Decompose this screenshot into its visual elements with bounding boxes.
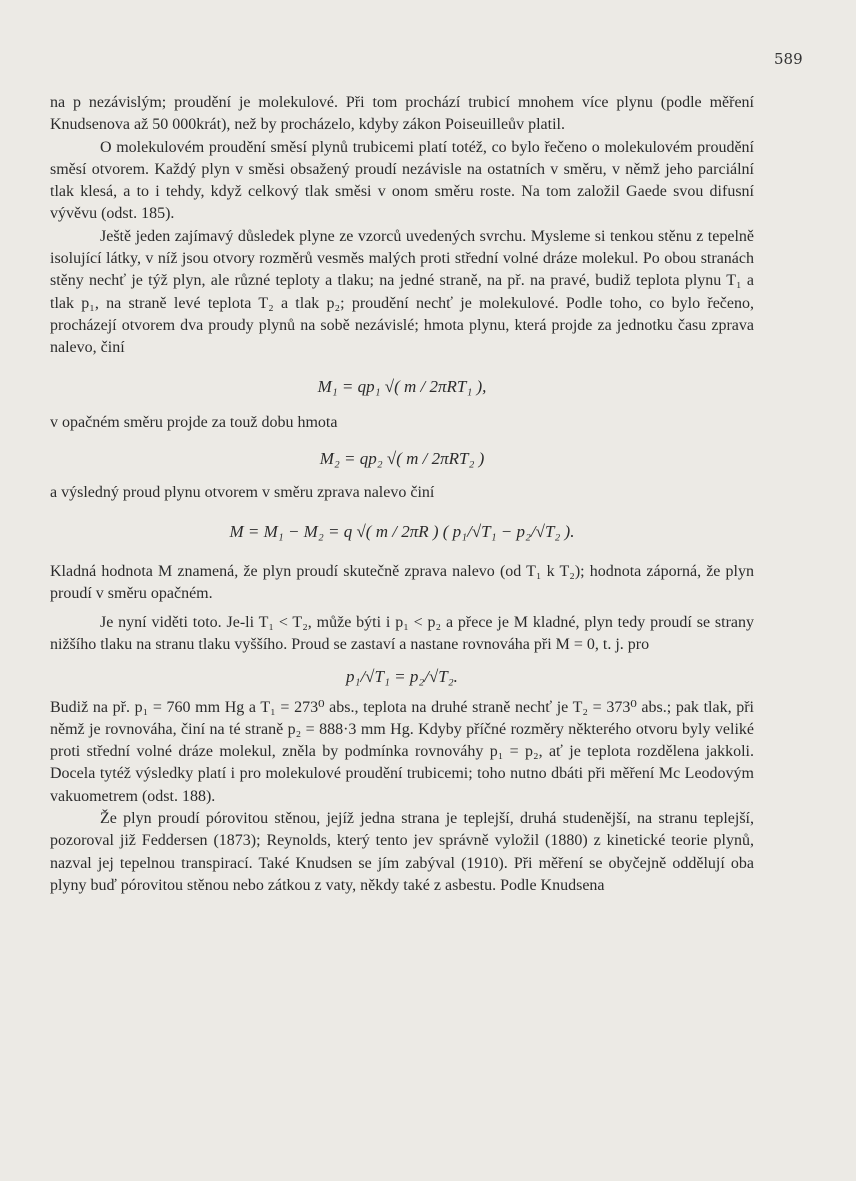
body-text	[50, 92, 754, 897]
paragraph-9: Že plyn proudí pórovitou stěnou, jejíž jedna strana je teplejší, druhá studenější, na stranu teplejší, pozoroval již Feddersen (1873); Reynolds, který tento jev správně vyložil (1880) z kinetické teorie plynů, nazval jej tepelnou transpirací. Také Knudsen se jím zabýval (1910). Při měření se obyčejně oddělují oba plyny buď pórovitou stěnou nebo zátkou z vaty, někdy také z asbestu. Podle Knudsena	[50, 810, 754, 894]
paragraph-2: O molekulovém proudění směsí plynů trubicemi platí totéž, co bylo řečeno o molekulovém proudění směsí otvorem. Každý plyn v směsi obsažený proudí nezávisle na ostatních v směru, v němž jeho parciální tlak klesá, a to i tehdy, když celkový tlak směsi v onom směru roste. Na tom založil Gaede svou difusní vývěvu (odst. 185).	[50, 138, 754, 223]
equation-m-total: M = M₁ − M₂ = q √( m / 2πR ) ( p₁/√T₁ − p₂/√T₂ ).	[229, 521, 575, 541]
equation-m1: M₁ = qp₁ √( m / 2πRT₁ ),	[317, 376, 487, 396]
paragraph-8: Budiž na př. p₁ = 760 mm Hg a T₁ = 273⁰ abs., teplota na druhé straně nechť je T₂ = 373⁰ abs.; pak tlak, při němž je rovnováha, činí na té straně p₂ = 888·3 mm Hg. Kdyby příčné rozměry některého otvoru byly veliké proti střední volné dráze molekul, zněla by podmínka rovnováhy p₁ = p₂, ať je teplota rozdělena jakkoli. Docela tytéž výsledky platí i pro molekulové proudění trubicemi; toho nutno dbáti při měření Mc Leodovým vakuometrem (odst. 188).	[50, 698, 754, 805]
paragraph-7: Je nyní viděti toto. Je-li T₁ < T₂, může býti i p₁ < p₂ a přece je M kladné, plyn tedy proudí se strany nižšího tlaku na stranu tlaku vyššího. Proud se zastaví a nastane rovnováha při M = 0, t. j. pro	[50, 613, 754, 653]
equation-equilibrium: p₁/√T₁ = p₂/√T₂.	[346, 667, 458, 687]
paragraph-6: Kladná hodnota M znamená, že plyn proudí skutečně zprava nalevo (od T₁ k T₂); hodnota záporná, že plyn proudí v směru opačném.	[50, 563, 754, 603]
paragraph-3: Ještě jeden zajímavý důsledek plyne ze vzorců uvedených svrchu. Mysleme si tenkou stěnu z tepelně isolující látky, v níž jsou otvory rozměrů vesměs malých proti střední volné dráze molekul. Po obou stranách stěny nechť je týž plyn, ale různé teploty a tlaku; na jedné straně, na př. na pravé, budiž teplota plynu T₁ a tlak p₁, na straně levé teplota T₂ a tlak p₂; proudění nechť je molekulové. Podle toho, co bylo řečeno, procházejí otvorem dva proudy plynů na sobě nezávislé; hmota plynu, která projde za jednotku času zprava nalevo, činí	[50, 227, 754, 357]
paragraph-4: v opačném směru projde za touž dobu hmota	[50, 413, 338, 431]
paragraph-5: a výsledný proud plynu otvorem v směru zprava nalevo činí	[50, 484, 435, 502]
paragraph-1: na p nezávislým; proudění je molekulové. Při tom prochází trubicí mnohem více plynu (podle měření Knudsenova až 50 000krát), než by procházelo, kdyby zákon Poiseuilleův platil.	[50, 94, 754, 134]
page-number: 589	[774, 50, 803, 68]
equation-m2: M₂ = qp₂ √( m / 2πRT₂ )	[319, 449, 485, 469]
